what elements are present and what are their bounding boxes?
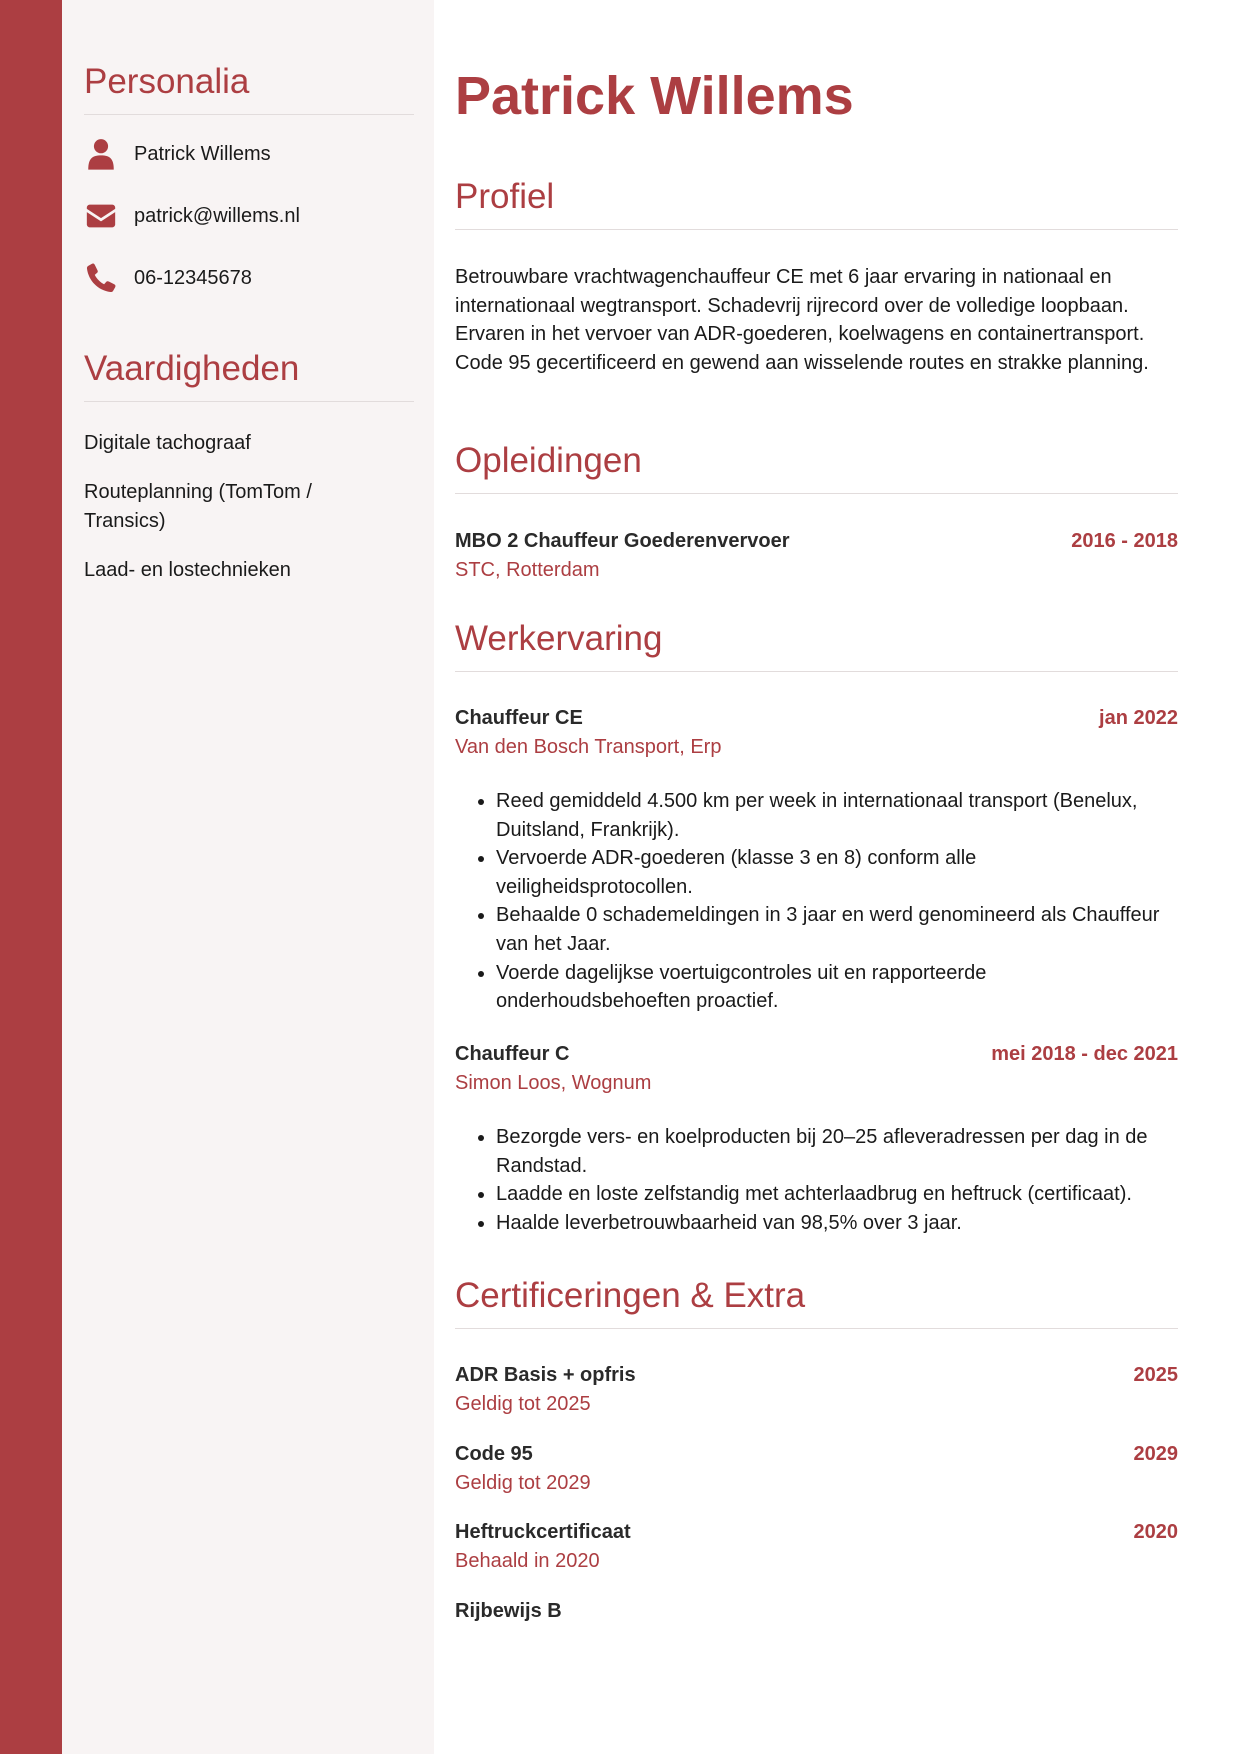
contact-email[interactable] <box>84 185 414 247</box>
entry-title: Heftruckcertificaat <box>455 1521 631 1543</box>
entry-subtitle: Van den Bosch Transport, Erp <box>455 736 722 758</box>
bullet-item: • Laadde en loste zelfstandig met achterlaadbrug en heftruck (certificaat). <box>496 1180 1178 1209</box>
phone-icon <box>84 261 118 295</box>
skills-title: Vaardigheden <box>84 349 414 402</box>
bullet-item: • Haalde leverbetrouwbaarheid van 98,5% over 3 jaar. <box>496 1209 1178 1238</box>
entry-subtitle: STC, Rotterdam <box>455 559 600 581</box>
cert-entry <box>455 1600 1178 1623</box>
skill-item: Digitale tachograaf <box>84 432 251 454</box>
entry-bullets <box>455 1123 1178 1237</box>
cert-entry <box>455 1443 1178 1495</box>
contact-phone-text[interactable]: 06-12345678 <box>134 266 252 289</box>
education-entry <box>455 530 1178 582</box>
experience-title: Werkervaring <box>455 619 1178 672</box>
experience-entry <box>455 707 1178 1016</box>
sidebar <box>62 0 434 1754</box>
entry-date: 2029 <box>1133 1443 1178 1465</box>
entry-title: MBO 2 Chauffeur Goederenvervoer <box>455 530 790 552</box>
entry-subtitle: Geldig tot 2029 <box>455 1472 591 1494</box>
entry-title: Chauffeur CE <box>455 707 583 729</box>
contact-name-text: Patrick Willems <box>134 142 271 165</box>
entry-title: Chauffeur C <box>455 1043 570 1065</box>
skills-list <box>84 429 414 585</box>
entry-date: jan 2022 <box>1099 707 1178 729</box>
accent-stripe <box>0 0 62 1754</box>
personal-section <box>84 62 414 309</box>
entry-date: 2020 <box>1133 1521 1178 1543</box>
entry-bullets <box>455 787 1178 1016</box>
entry-date: 2016 - 2018 <box>1071 530 1178 552</box>
bullet-item: • Behaalde 0 schademeldingen in 3 jaar en werd genomineerd als Chauffeur van het Jaar. <box>496 901 1178 958</box>
contact-name <box>84 123 414 185</box>
entry-title: Code 95 <box>455 1443 533 1465</box>
certifications-title: Certificeringen & Extra <box>455 1276 1178 1329</box>
skill-item: Laad- en lostechnieken <box>84 559 291 581</box>
bullet-item: • Voerde dagelijkse voertuigcontroles uit en rapporteerde onderhoudsbehoeften proactief. <box>496 959 1178 1016</box>
skill-item: Routeplanning (TomTom / Transics) <box>84 481 312 532</box>
entry-title: ADR Basis + opfris <box>455 1364 636 1386</box>
bullet-item: • Bezorgde vers- en koelproducten bij 20–25 afleveradressen per dag in de Randstad. <box>496 1123 1178 1180</box>
contact-email-text[interactable]: patrick@willems.nl <box>134 204 300 227</box>
user-icon <box>84 137 118 171</box>
personal-title: Personalia <box>84 62 414 115</box>
profile-text: Betrouwbare vrachtwagenchauffeur CE met 6 jaar ervaring in nationaal en internationaal wegtransport. Schadevrij rijrecord over de volledige loopbaan. Ervaren in het vervoer van ADR-goederen, koelwagens en containertransport. Code 95 gecertificeerd en gewend aan wisselende routes en strakke planning. <box>455 266 1149 374</box>
cert-entry <box>455 1521 1178 1573</box>
contact-list <box>84 123 414 309</box>
contact-phone[interactable] <box>84 247 414 309</box>
experience-entry <box>455 1043 1178 1237</box>
entry-date: mei 2018 - dec 2021 <box>991 1043 1178 1065</box>
entry-subtitle: Simon Loos, Wognum <box>455 1072 652 1094</box>
entry-subtitle: Geldig tot 2025 <box>455 1393 591 1415</box>
entry-date: 2025 <box>1133 1364 1178 1386</box>
profile-title: Profiel <box>455 177 1178 230</box>
skills-section <box>84 349 414 605</box>
entry-title: Rijbewijs B <box>455 1600 562 1622</box>
bullet-item: • Reed gemiddeld 4.500 km per week in internationaal transport (Benelux, Duitsland, Frankrijk). <box>496 787 1178 844</box>
envelope-icon <box>84 199 118 233</box>
entry-subtitle: Behaald in 2020 <box>455 1550 600 1572</box>
candidate-name: Patrick Willems <box>455 66 854 126</box>
education-title: Opleidingen <box>455 441 1178 494</box>
bullet-item: • Vervoerde ADR-goederen (klasse 3 en 8) conform alle veiligheidsprotocollen. <box>496 844 1178 901</box>
cert-entry <box>455 1364 1178 1416</box>
